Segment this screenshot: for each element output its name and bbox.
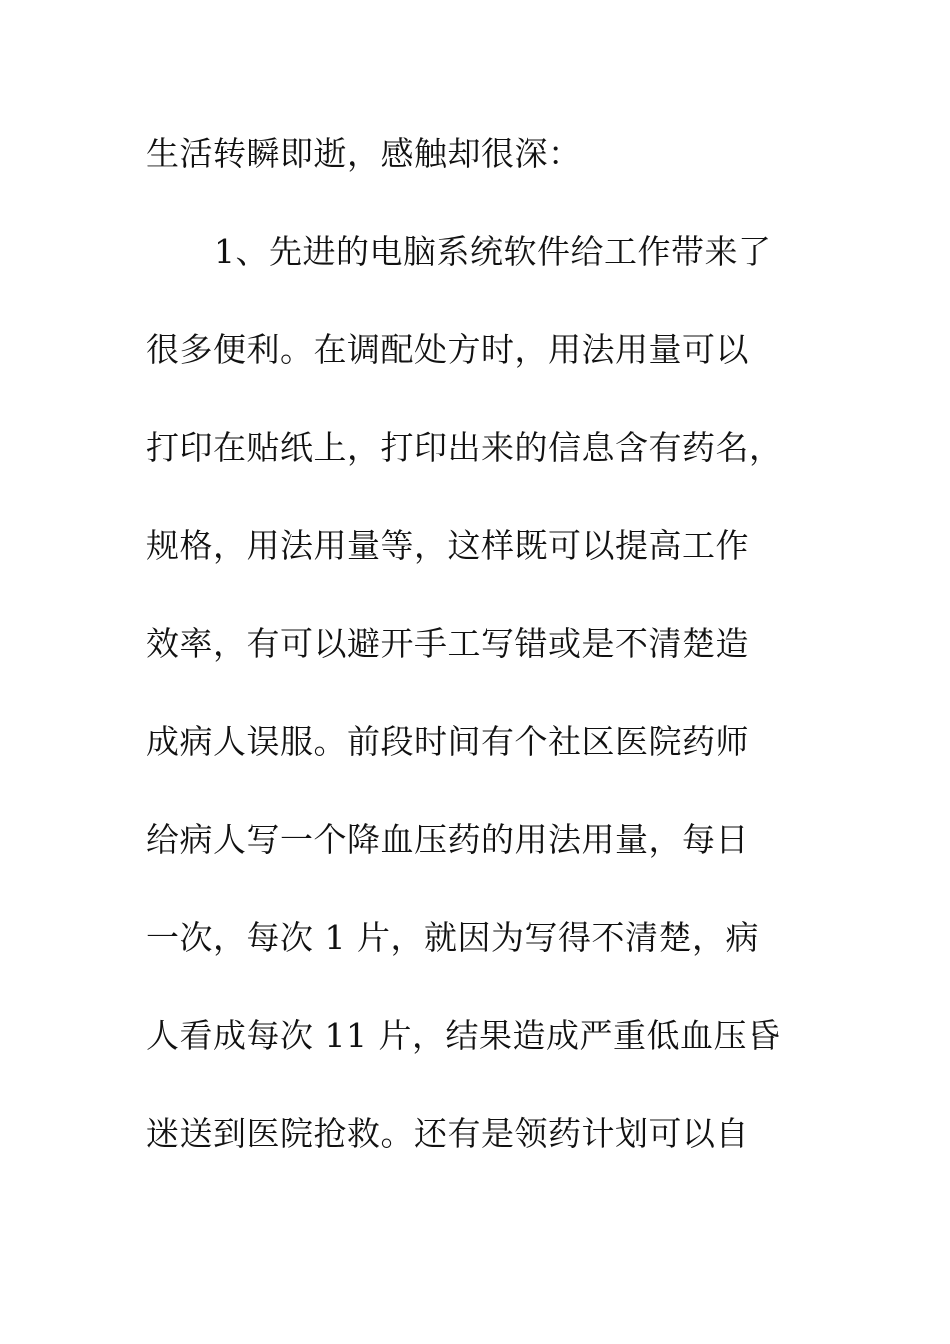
text-line-7: 成病人误服。前段时间有个社区医院药师 (146, 722, 749, 761)
text-line-5: 规格，用法用量等，这样既可以提高工作 (146, 526, 749, 565)
text-line-9: 一次，每次 1 片，就因为写得不清楚，病 (146, 918, 759, 957)
text-line-2: 1、先进的电脑系统软件给工作带来了 (214, 232, 772, 271)
text-line-8: 给病人写一个降血压药的用法用量，每日 (146, 820, 749, 859)
text-line-1: 生活转瞬即逝，感触却很深： (146, 134, 582, 173)
text-line-11: 迷送到医院抢救。还有是领药计划可以自 (146, 1114, 749, 1153)
text-line-4: 打印在贴纸上，打印出来的信息含有药名， (146, 428, 783, 467)
text-line-3: 很多便利。在调配处方时，用法用量可以 (146, 330, 749, 369)
text-line-6: 效率，有可以避开手工写错或是不清楚造 (146, 624, 749, 663)
text-line-10: 人看成每次 11 片，结果造成严重低血压昏 (146, 1016, 781, 1055)
